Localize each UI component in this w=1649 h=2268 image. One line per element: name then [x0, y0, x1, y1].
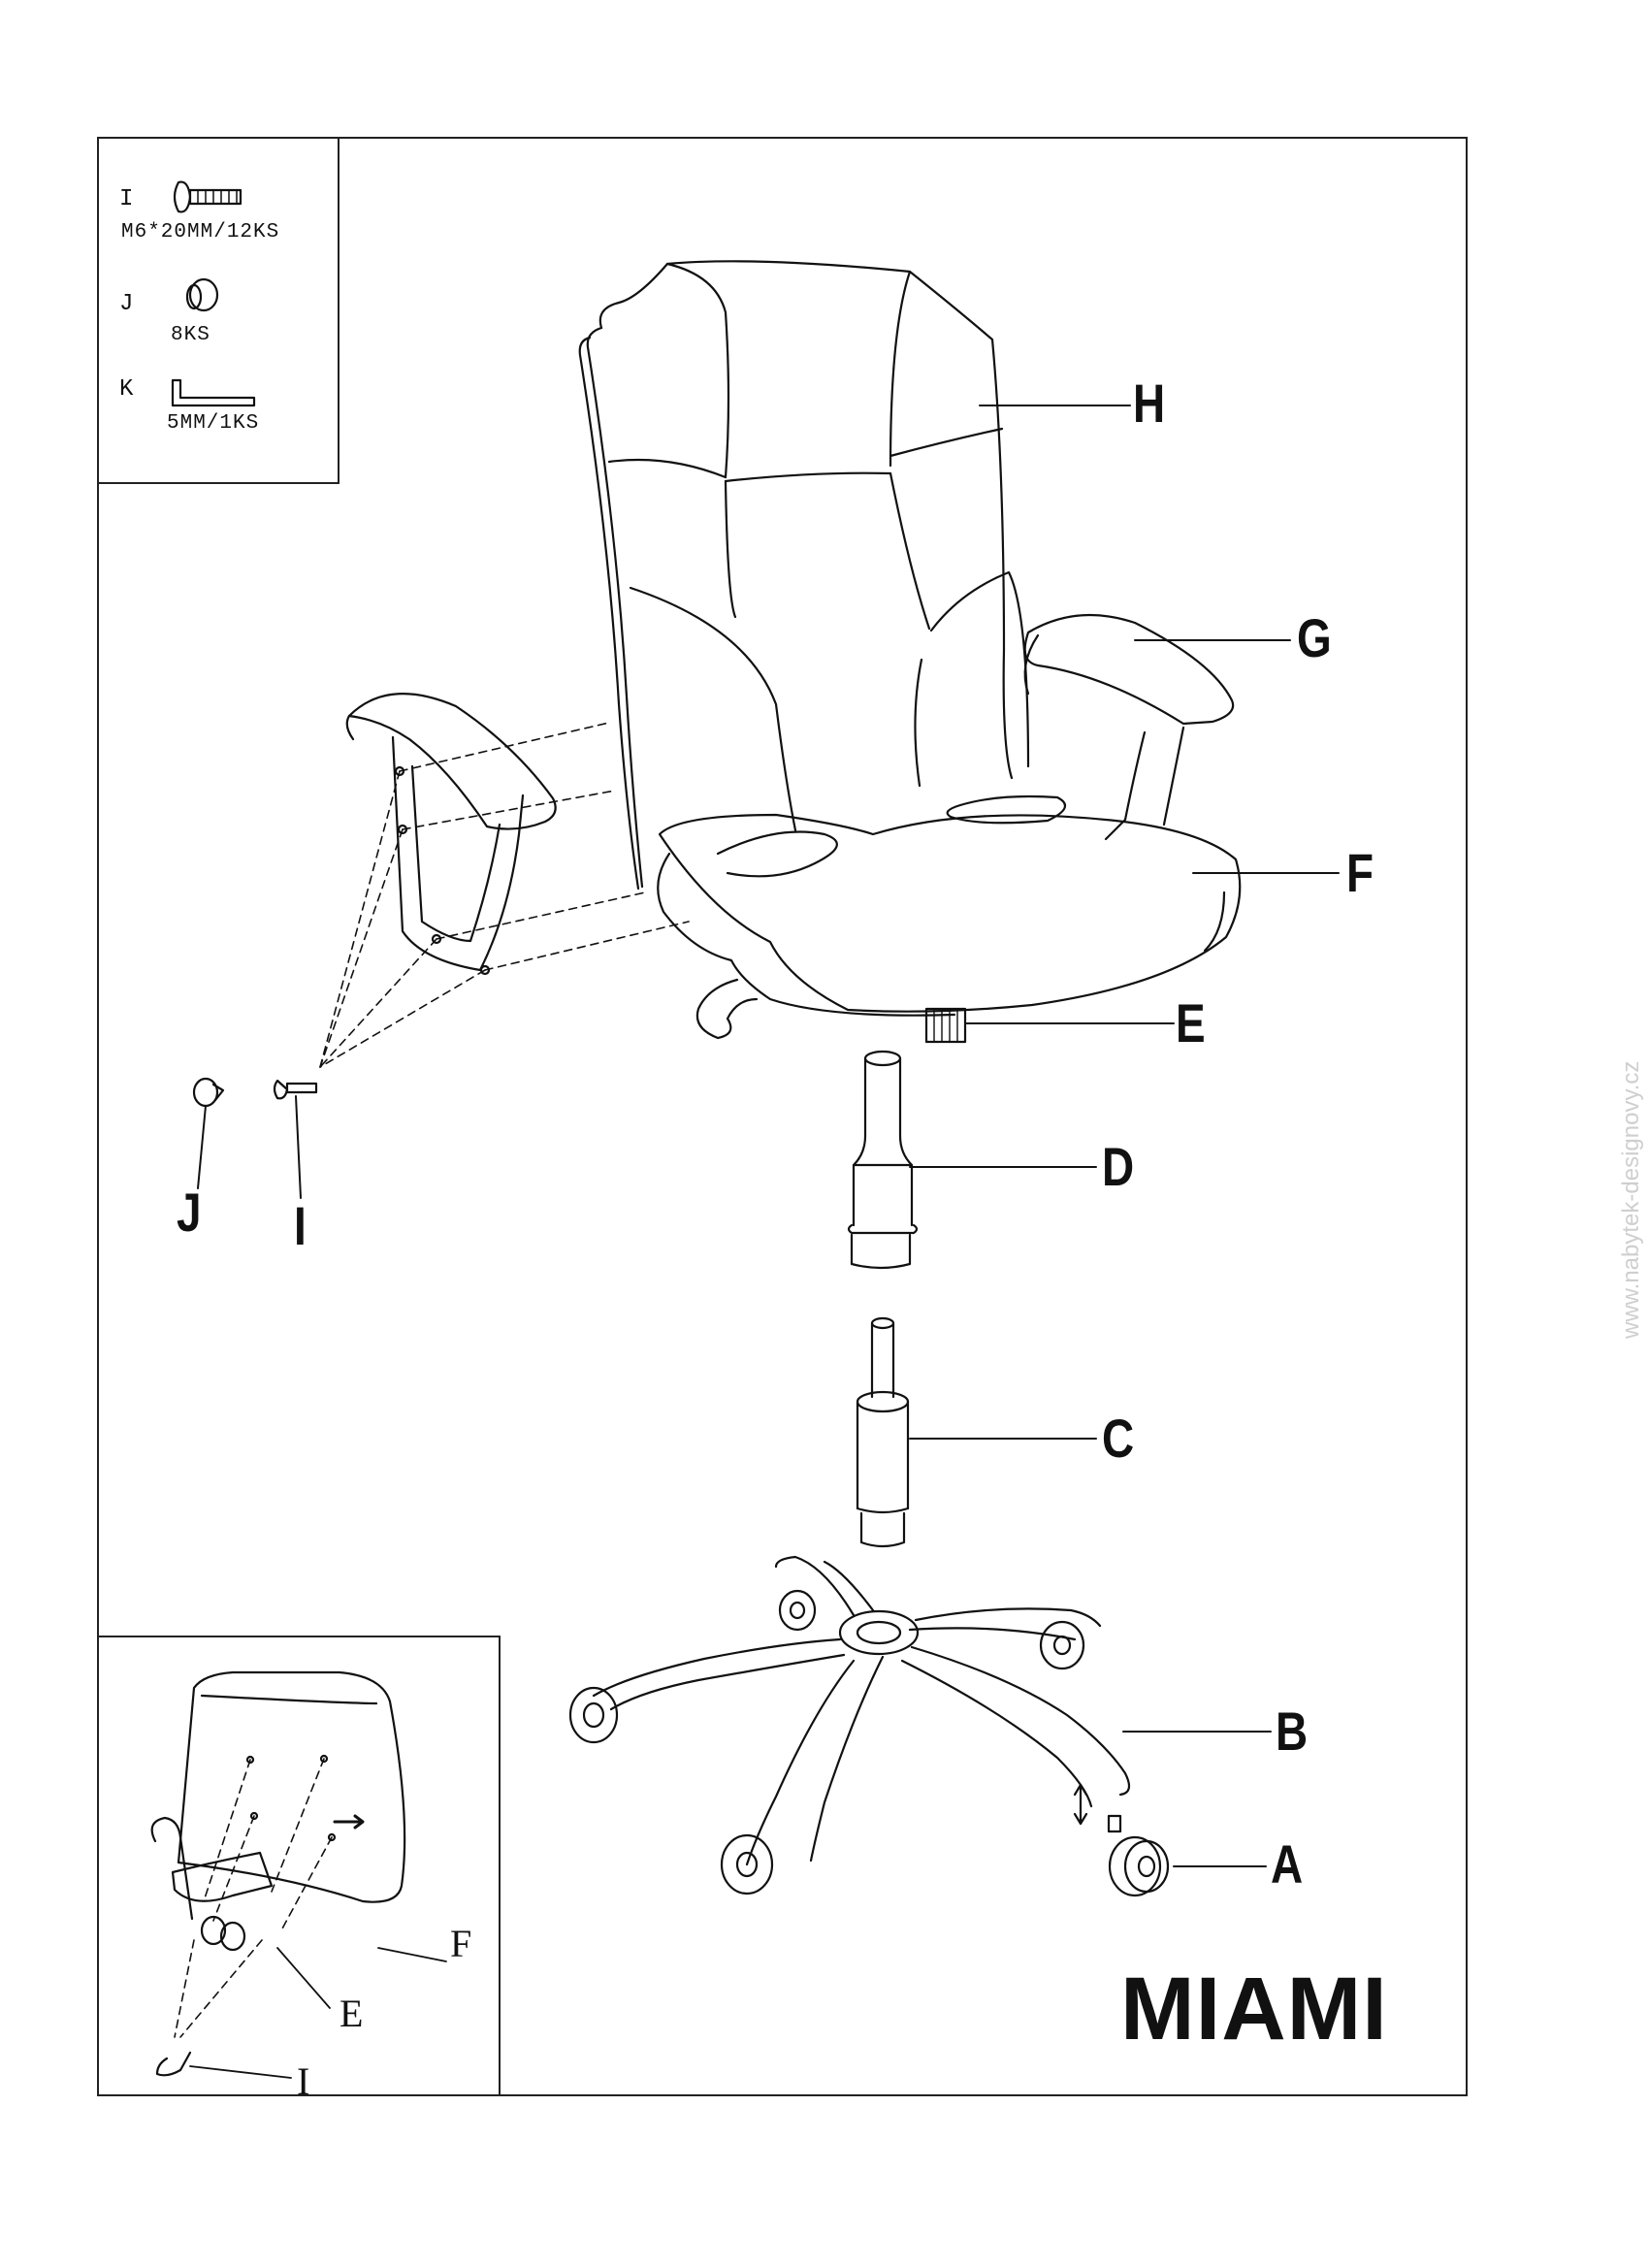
legend-spec-i: M6*20MM/12KS — [121, 221, 280, 243]
callout-i: I — [294, 1195, 307, 1256]
legend-letter-i: I — [119, 186, 135, 212]
cap-icon — [187, 279, 217, 310]
callout-g: G — [1297, 607, 1332, 668]
callout-d: D — [1102, 1136, 1135, 1197]
cylinder-cover-d — [849, 1052, 917, 1268]
armrest-left — [347, 694, 556, 974]
legend-spec-j: 8KS — [171, 324, 210, 346]
gas-lift-c — [857, 1318, 908, 1546]
inset-label-e: E — [340, 1992, 364, 2035]
callout-c: C — [1102, 1408, 1135, 1469]
inset-mechanism-drawing — [152, 1672, 446, 2078]
inset-label-f: F — [450, 1922, 472, 1965]
callout-a: A — [1271, 1833, 1304, 1895]
allen-key-icon — [173, 380, 254, 405]
cap-part-j — [194, 1079, 223, 1106]
star-base-b — [570, 1557, 1129, 1894]
product-title: MIAMI — [1120, 1960, 1388, 2058]
callout-j: J — [177, 1182, 202, 1243]
assembly-guide-lines — [320, 723, 689, 1067]
callout-h: H — [1133, 373, 1166, 434]
callout-e: E — [1176, 992, 1206, 1053]
legend-spec-k: 5MM/1KS — [167, 412, 260, 435]
seat — [658, 796, 1240, 1016]
watermark: www.nabytek-designovy.cz — [1618, 1060, 1644, 1339]
legend-letter-k: K — [119, 376, 135, 403]
callout-b: B — [1276, 1701, 1309, 1762]
inset-label-i: I — [297, 2059, 310, 2103]
callout-f: F — [1346, 842, 1374, 903]
bolt-icon — [175, 182, 241, 212]
legend-letter-j: J — [119, 291, 135, 317]
backrest — [580, 261, 1028, 889]
armrest-right — [1025, 615, 1233, 839]
